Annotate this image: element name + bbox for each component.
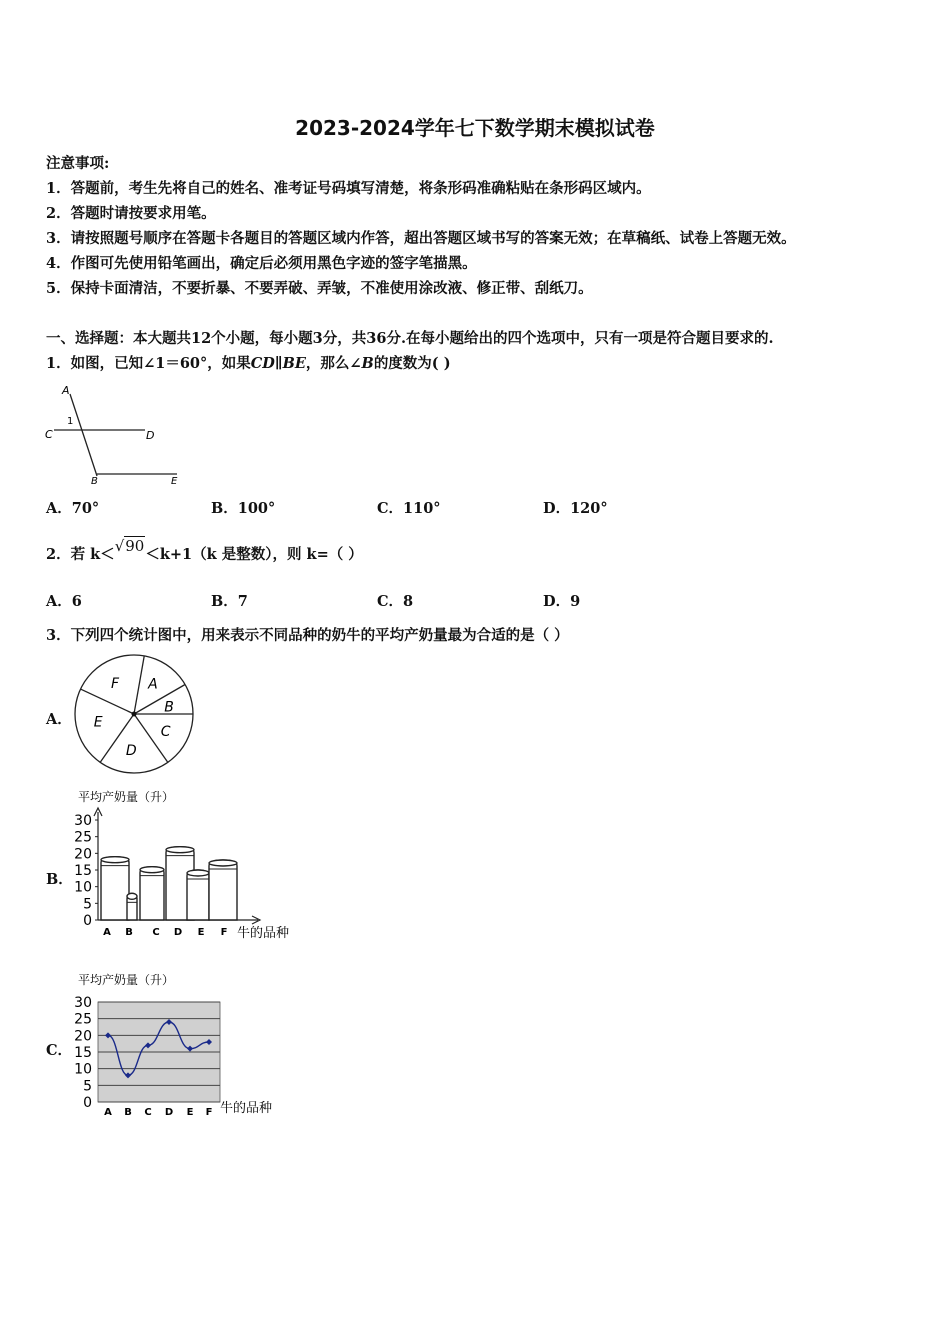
line-tick-20: 20	[74, 1028, 92, 1045]
line-chart	[70, 970, 285, 1120]
label-b: B	[91, 476, 98, 487]
bar-tick-5: 5	[83, 896, 92, 913]
bar-jar-body-a	[101, 857, 129, 920]
line-tick-15: 15	[74, 1045, 92, 1061]
pie-label-c: C	[160, 723, 171, 740]
question-3-stem: 3．下列四个统计图中，用来表示不同品种的奶牛的平均产奶量最为合适的是（ ）	[46, 627, 569, 644]
pie-chart	[70, 650, 200, 780]
line-y-title: 平均产奶量（升）	[78, 973, 175, 987]
line-x-title: 牛的品种	[220, 1101, 273, 1116]
sqrt-expression: √90	[114, 537, 145, 555]
line-cat-f: F	[205, 1107, 213, 1118]
line-cat-b: B	[124, 1107, 132, 1118]
q1-option-d[interactable]: D．120°	[543, 500, 608, 517]
q2-option-d[interactable]: D．9	[543, 593, 581, 610]
bar-jar-lid-d	[166, 847, 194, 853]
bar-jar-body-c	[140, 867, 164, 920]
notice-heading: 注意事项:	[46, 155, 110, 172]
bar-cat-d: D	[173, 927, 183, 938]
notice-item-5: 5．保持卡面清洁，不要折暴、不要弄破、弄皱，不准使用涂改液、修正带、刮纸刀。	[46, 280, 593, 297]
q3-option-b[interactable]: B．	[46, 871, 73, 888]
q2-option-a[interactable]: A．6	[46, 593, 82, 610]
pie-label-d: D	[125, 742, 137, 759]
bar-jar-f	[209, 860, 237, 920]
line-tick-10: 10	[74, 1061, 92, 1078]
bar-tick-15: 15	[74, 863, 92, 879]
bar-jar-c	[140, 867, 164, 920]
bar-cat-e: E	[197, 927, 205, 938]
bar-cat-a: A	[103, 927, 111, 938]
q2-option-c[interactable]: C．8	[377, 593, 414, 610]
q1-option-a[interactable]: A．70°	[46, 500, 100, 517]
question-1-stem: 1．如图，已知∠1＝60°，如果CD∥BE，那么∠B的度数为( )	[46, 355, 451, 372]
bar-jar-lid-a	[101, 857, 129, 863]
pie-label-a: A	[148, 676, 158, 693]
notice-item-2: 2．答题时请按要求用笔。	[46, 205, 216, 222]
bar-jar-body-e	[187, 870, 209, 920]
bar-tick-0: 0	[83, 913, 92, 929]
label-c: C	[45, 428, 53, 441]
bar-chart	[70, 787, 305, 945]
bar-x-title: 牛的品种	[237, 926, 290, 941]
bar-tick-25: 25	[74, 829, 92, 846]
line-cat-e: E	[186, 1107, 194, 1118]
label-d: D	[146, 429, 155, 442]
pie-divider-1	[134, 656, 144, 714]
notice-item-4: 4．作图可先使用铅笔画出，确定后必须用黑色字迹的签字笔描黑。	[46, 255, 477, 272]
bar-tick-30: 30	[74, 813, 92, 829]
section-heading: 一、选择题：本大题共12个小题，每小题3分，共36分.在每小题给出的四个选项中，只有一项是符合题目要求的.	[46, 330, 774, 347]
pie-center	[132, 712, 137, 717]
pie-label-f: F	[111, 675, 120, 692]
line-tick-5: 5	[83, 1078, 92, 1095]
notice-item-3: 3．请按照题号顺序在答题卡各题目的答题区域内作答，超出答题区域书写的答案无效；在草稿纸、试卷上答题无效。	[46, 230, 796, 247]
line-cat-d: D	[164, 1107, 174, 1118]
question-2-stem: 2．若 k＜√90＜k+1（k 是整数），则 k=（ ）	[46, 537, 363, 563]
bar-jar-lid-e	[187, 870, 209, 876]
line-cat-c: C	[144, 1107, 152, 1118]
label-a: A	[62, 384, 70, 397]
bar-cat-c: C	[152, 927, 160, 938]
bar-jar-lid-f	[209, 860, 237, 866]
pie-divider-2	[134, 685, 185, 715]
line-cat-a: A	[104, 1107, 112, 1118]
bar-jar-e	[187, 870, 209, 920]
line-tick-30: 30	[74, 995, 92, 1011]
line-tick-25: 25	[74, 1011, 92, 1028]
notice-item-1: 1．答题前，考生先将自己的姓名、准考证号码填写清楚，将条形码准确粘贴在条形码区域内。	[46, 180, 651, 197]
bar-cat-f: F	[220, 927, 228, 938]
bar-jar-b	[127, 893, 137, 920]
q1-option-c[interactable]: C．110°	[377, 500, 441, 517]
q1-option-b[interactable]: B．100°	[211, 500, 276, 517]
bar-tick-20: 20	[74, 846, 92, 863]
question-1-figure	[40, 380, 190, 490]
q2-option-b[interactable]: B．7	[211, 593, 248, 610]
bar-jar-a	[101, 857, 129, 920]
line-tick-0: 0	[83, 1095, 92, 1111]
pie-label-e: E	[93, 714, 103, 731]
page-title: 2023-2024学年七下数学期末模拟试卷	[295, 116, 655, 140]
q3-option-c[interactable]: C．	[46, 1042, 73, 1059]
bar-jar-lid-c	[140, 867, 164, 873]
bar-jar-lid-b	[127, 893, 137, 899]
q3-option-a[interactable]: A．	[46, 711, 72, 728]
label-1: 1	[67, 416, 74, 427]
bar-y-title: 平均产奶量（升）	[78, 790, 175, 804]
label-e: E	[171, 476, 178, 487]
bar-cat-b: B	[125, 927, 133, 938]
pie-label-b: B	[164, 699, 174, 716]
bar-tick-10: 10	[74, 879, 92, 896]
pie-divider-6	[81, 689, 134, 714]
line-ab	[70, 394, 97, 476]
